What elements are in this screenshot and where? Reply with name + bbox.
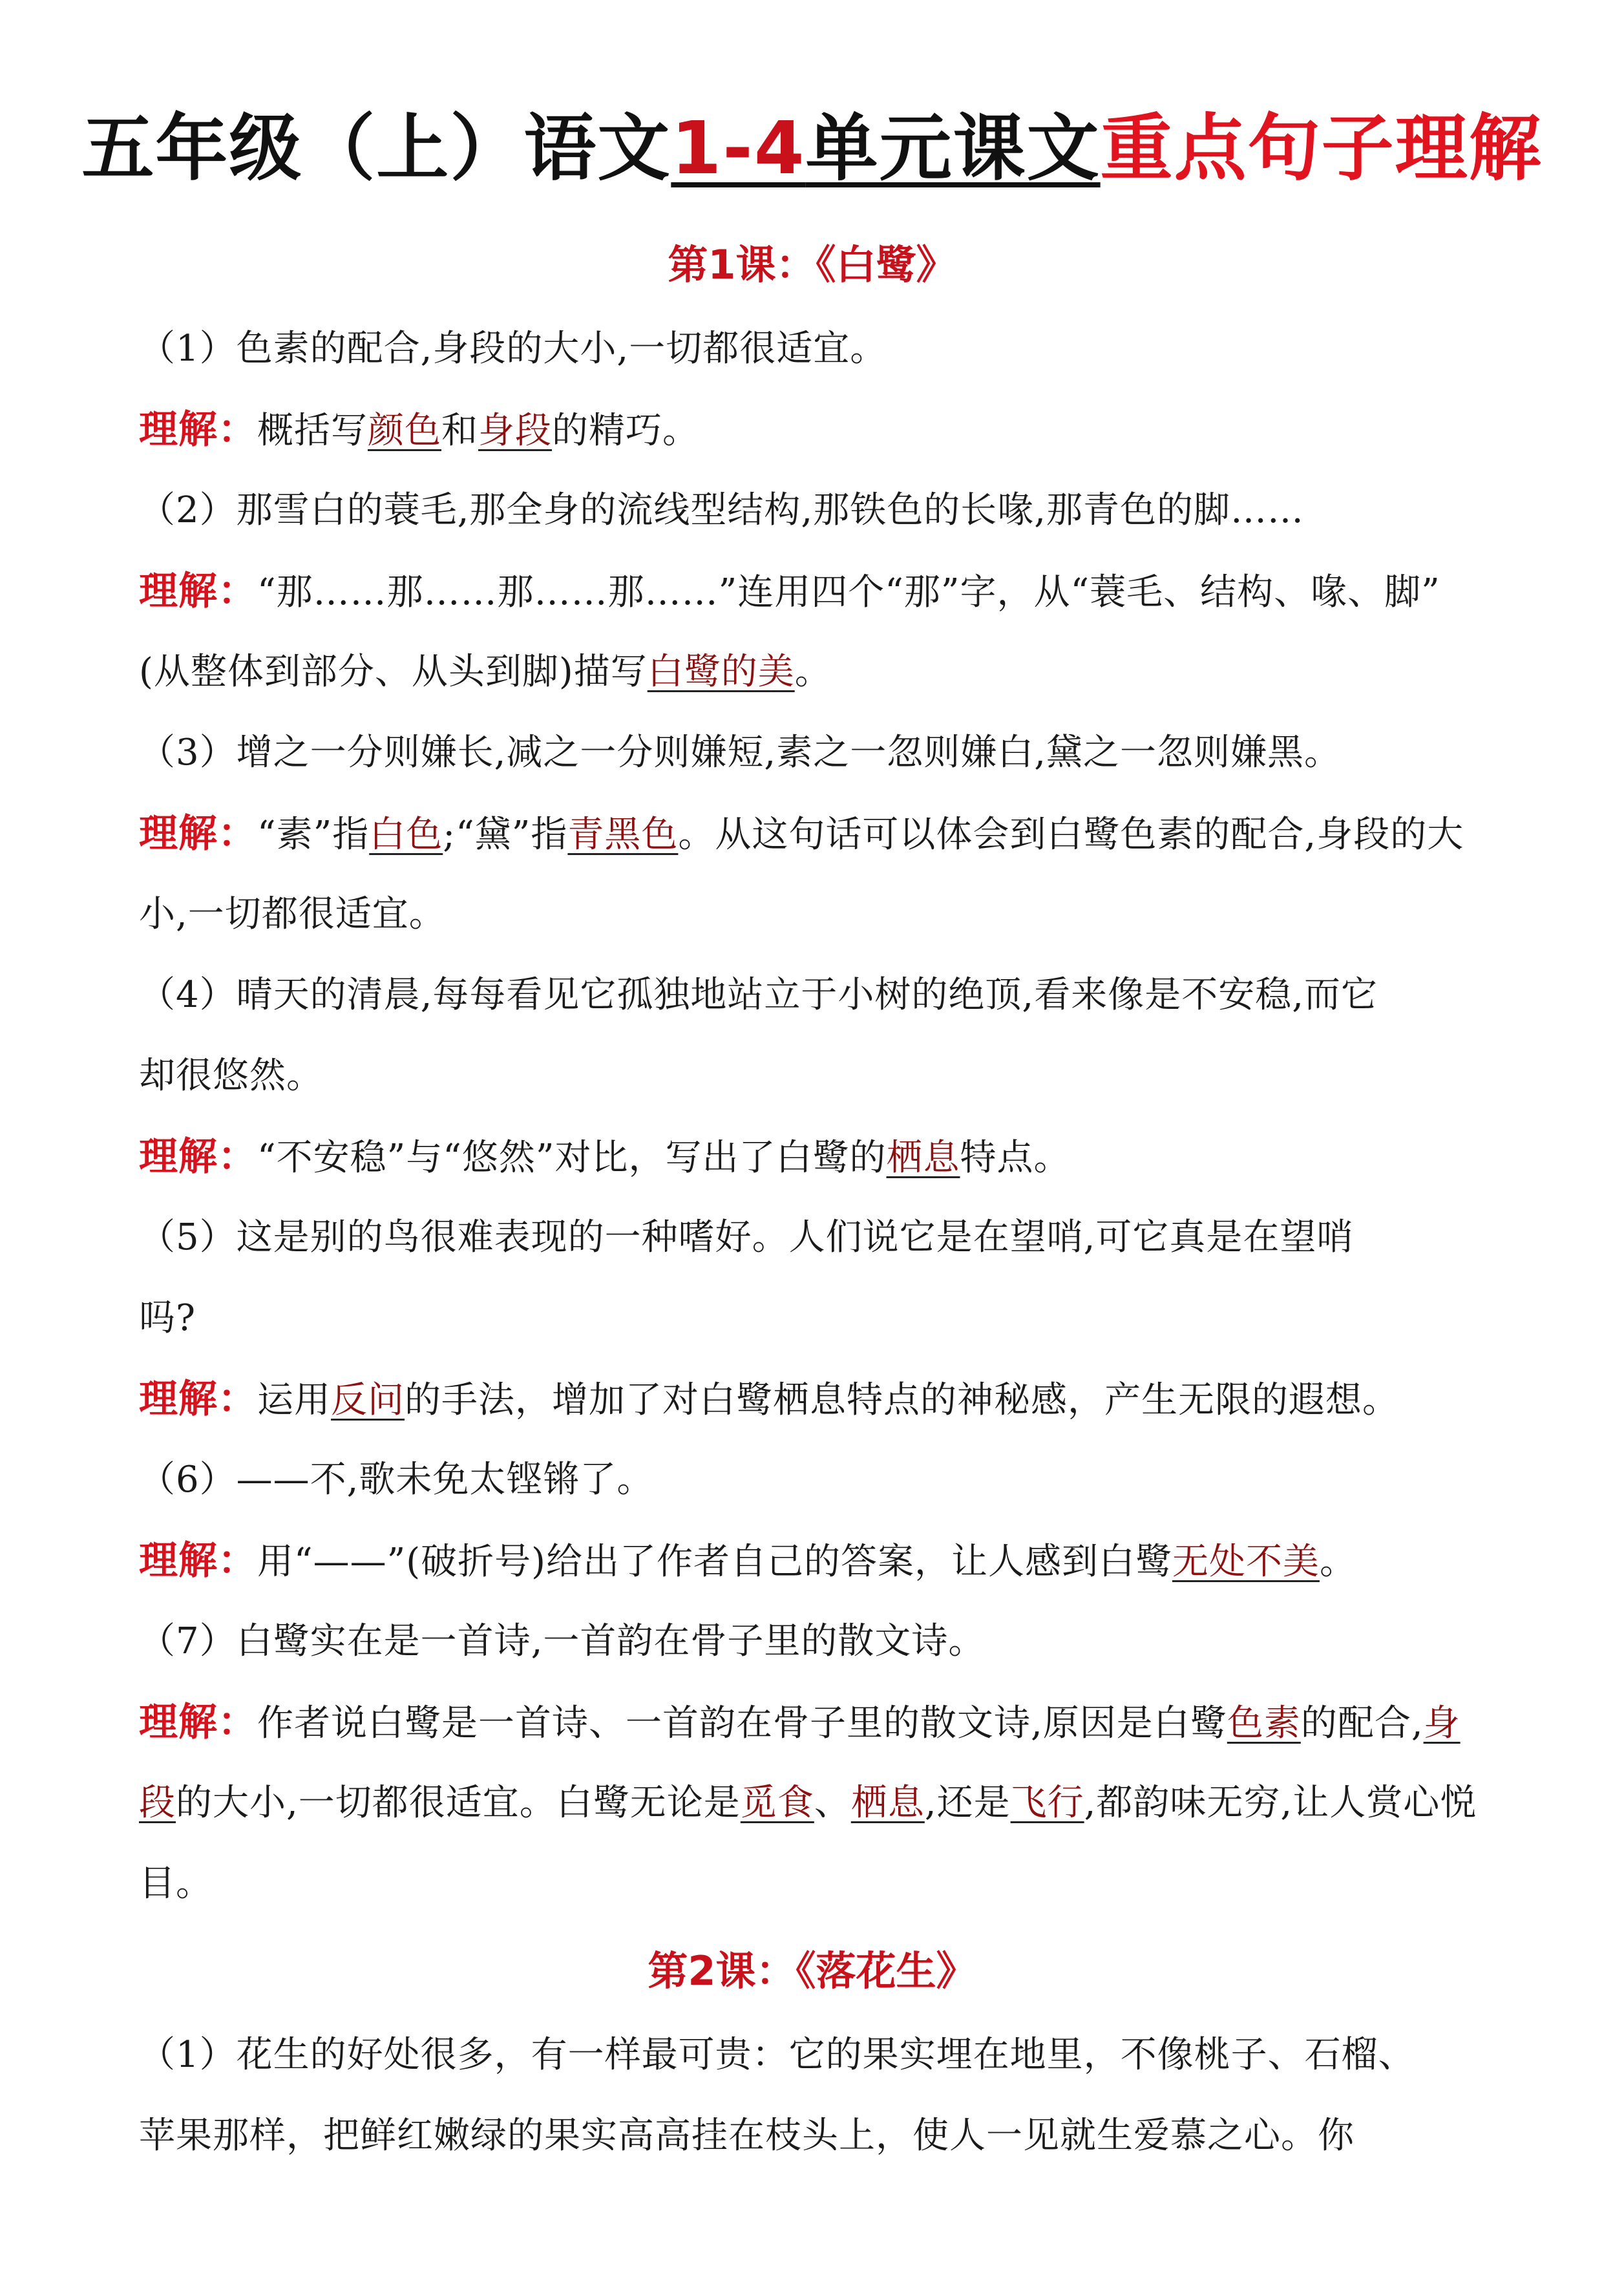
underlined-term: 身 (1423, 1702, 1461, 1744)
explanation-text: 概括写 (257, 410, 368, 452)
underlined-term: 段 (139, 1782, 176, 1824)
lesson-2-title: 第2课：《落花生》 (648, 1947, 976, 1994)
lesson-1-explanation-3-cont: 小,一切都很适宜。 (139, 893, 446, 935)
title-part-highlight: 重点句子理解 (1100, 107, 1543, 191)
explanation-text: 用“——”(破折号)给出了作者自己的答案，让人感到白鹭 (257, 1541, 1172, 1583)
title-part-units: 1-4 (671, 107, 806, 191)
explanation-label: 理解： (139, 1700, 257, 1745)
lesson-1-sentence-5-cont: 吗? (139, 1297, 196, 1339)
explanation-text: “不安稳”与“悠然”对比，写出了白鹭的 (257, 1137, 887, 1179)
lesson-1-sentence-3: （3）增之一分则嫌长,减之一分则嫌短,素之一忽则嫌白,黛之一忽则嫌黑。 (139, 732, 1342, 774)
explanation-text: ,都韵味无穷,让人赏心悦 (1084, 1782, 1477, 1824)
explanation-label: 理解： (139, 811, 257, 856)
explanation-text: 运用 (257, 1379, 331, 1421)
explanation-text: “那……那……那……那……”连用四个“那”字，从“蓑毛、结构、喙、脚” (257, 571, 1440, 613)
lesson-1-sentence-7: （7）白鹭实在是一首诗,一首韵在骨子里的散文诗。 (139, 1620, 986, 1662)
title-part-texts: 单元课文 (805, 107, 1101, 191)
underlined-term: 身段 (478, 410, 552, 452)
explanation-label: 理解： (139, 1134, 257, 1179)
underlined-term: 栖息 (850, 1782, 925, 1824)
lesson-1-explanation-6 (139, 1532, 1528, 1591)
explanation-text: 的大小,一切都很适宜。白鹭无论是 (176, 1782, 741, 1824)
lesson-1-sentence-2: （2）那雪白的蓑毛,那全身的流线型结构,那铁色的长喙,那青色的脚…… (139, 489, 1305, 531)
explanation-text: 的手法，增加了对白鹭栖息特点的神秘感，产生无限的遐想。 (405, 1379, 1399, 1421)
explanation-text: 。 (1319, 1541, 1356, 1583)
underlined-term: 栖息 (886, 1137, 960, 1179)
lesson-1-sentence-5: （5）这是别的鸟很难表现的一种嗜好。人们说它是在望哨,可它真是在望哨 (139, 1216, 1354, 1258)
explanation-text: 、 (814, 1782, 851, 1824)
explanation-text: 特点。 (960, 1137, 1071, 1179)
lesson-1-explanation-1 (139, 401, 1528, 460)
underlined-term: 反问 (331, 1379, 405, 1421)
underlined-term: 青黑色 (567, 814, 679, 856)
lesson-1-sentence-4-cont: 却很悠然。 (139, 1055, 323, 1097)
lesson-1-explanation-7 (139, 1693, 1528, 1753)
explanation-text: 的精巧。 (552, 410, 699, 452)
lesson-1-sentence-6: （6）——不,歌未免太铿锵了。 (139, 1459, 654, 1501)
underlined-term: 色素 (1227, 1702, 1301, 1744)
underlined-term: 无处不美 (1172, 1541, 1320, 1583)
explanation-label: 理解： (139, 407, 257, 452)
underlined-term: 颜色 (368, 410, 441, 452)
title-part-grade: 五年级（上）语文 (81, 107, 671, 191)
lesson-2-sentence-1: （1）花生的好处很多，有一样最可贵：它的果实埋在地里，不像桃子、石榴、 (139, 2034, 1415, 2076)
explanation-text: 作者说白鹭是一首诗、一首韵在骨子里的散文诗,原因是白鹭 (257, 1702, 1227, 1744)
explanation-text: ;“黛”指 (443, 814, 568, 856)
explanation-text: ,还是 (924, 1782, 1011, 1824)
lesson-1-explanation-4 (139, 1128, 1528, 1187)
explanation-label: 理解： (139, 569, 257, 614)
explanation-text: 和 (441, 410, 478, 452)
page-title (0, 97, 1624, 200)
lesson-1-sentence-4: （4）晴天的清晨,每每看见它孤独地站立于小树的绝顶,看来像是不安稳,而它 (139, 974, 1378, 1016)
lesson-1-explanation-3 (139, 805, 1528, 864)
lesson-1-explanation-7-cont (139, 1774, 1528, 1832)
lesson-1-sentence-1: （1）色素的配合,身段的大小,一切都很适宜。 (139, 328, 887, 370)
lesson-1-explanation-2-cont (139, 643, 1528, 701)
underlined-term: 白鹭的美 (647, 651, 795, 693)
explanation-text: 。从这句话可以体会到白鹭色素的配合,身段的大 (678, 814, 1464, 856)
explanation-text: (从整体到部分、从头到脚)描写 (139, 651, 648, 693)
lesson-1-explanation-7-end: 目。 (139, 1863, 213, 1905)
explanation-text: “素”指 (257, 814, 370, 856)
lesson-1-explanation-5 (139, 1370, 1528, 1430)
explanation-text: 的配合, (1300, 1702, 1424, 1744)
explanation-label: 理解： (139, 1538, 257, 1583)
underlined-term: 飞行 (1010, 1782, 1084, 1824)
lesson-2-sentence-1-cont: 苹果那样，把鲜红嫩绿的果实高高挂在枝头上，使人一见就生爱慕之心。你 (139, 2115, 1355, 2157)
underlined-term: 白色 (369, 814, 443, 856)
lesson-1-title: 第1课：《白鹭》 (668, 241, 956, 288)
underlined-term: 觅食 (740, 1782, 814, 1824)
explanation-label: 理解： (139, 1377, 257, 1422)
explanation-text: 。 (794, 651, 832, 693)
lesson-1-explanation-2 (139, 562, 1528, 622)
